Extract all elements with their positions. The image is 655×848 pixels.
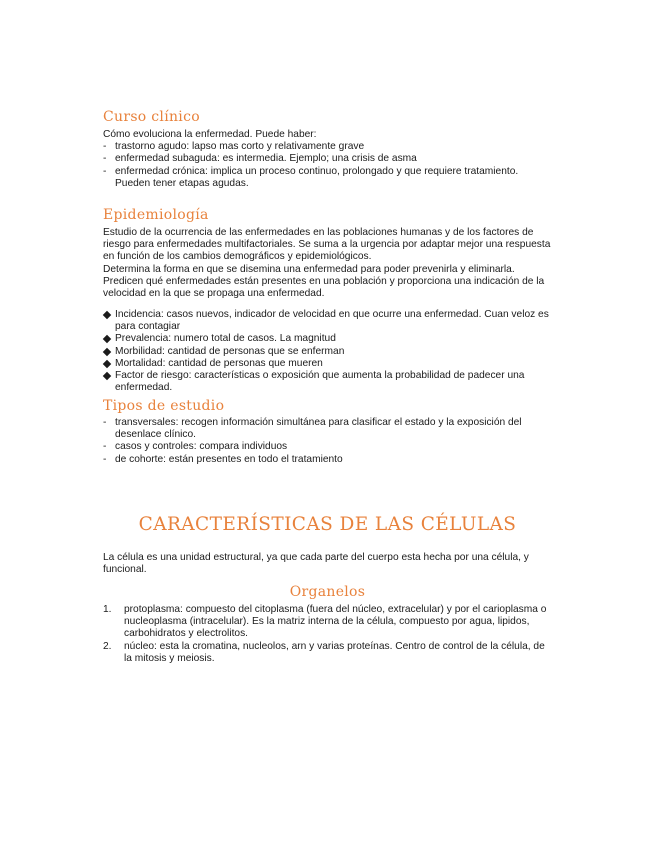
diamond-bullet-icon [103, 372, 111, 380]
list-item [103, 333, 555, 345]
list-item-text: Prevalencia: numero total de casos. La magnitud [115, 333, 336, 345]
list-item [103, 309, 555, 333]
section-heading-curso-clinico: Curso clínico [103, 109, 200, 125]
list-item-text: Mortalidad: cantidad de personas que mueren [115, 357, 323, 369]
epidemiologia-paragraph: Predicen qué enfermedades están presentes en una población y proporciona una indicación de la velocidad en la que se propaga una enfermedad. [103, 275, 545, 300]
page-heading-caracteristicas: CARACTERÍSTICAS DE LAS CÉLULAS [138, 514, 517, 535]
curso-list [103, 141, 555, 190]
section-celulas [103, 552, 555, 576]
diamond-bullet-icon [103, 311, 111, 319]
list-item-text: protoplasma: compuesto del citoplasma (fuera del núcleo, extracelular) y por el carioplasma o nucleoplasma (intracelular). Es la matriz interna de la célula, compuesto por agua, lipidos, carbohidratos y electrolitos. [124, 604, 547, 640]
number-marker: 2. [103, 640, 112, 652]
list-item-text: núcleo: esta la cromatina, nucleolos, arn y varias proteínas. Centro de control de la célula, de la mitosis y meiosis. [124, 640, 545, 664]
diamond-bullet-icon [103, 347, 111, 355]
section-heading-epidemiologia: Epidemiología [103, 207, 209, 223]
tipos-list [103, 417, 555, 466]
section-epidemiologia [103, 227, 555, 300]
list-item [103, 166, 555, 190]
number-marker: 1. [103, 604, 112, 615]
list-item [103, 153, 555, 165]
list-item [103, 641, 555, 665]
list-item-text: enfermedad subaguda: es intermedia. Ejemplo; una crisis de asma [115, 153, 417, 165]
section-heading-tipos-de-estudio: Tipos de estudio [103, 398, 225, 414]
section-heading-organelos: Organelos [289, 584, 366, 600]
list-item [103, 141, 555, 153]
dash-marker: - [103, 417, 107, 428]
diamond-bullet-icon [103, 360, 111, 368]
epidemiologia-paragraph: Determina la forma en que se disemina una enfermedad para poder prevenirla y eliminarla. [103, 263, 515, 275]
list-item [103, 370, 555, 394]
list-item [103, 441, 555, 453]
dash-marker: - [103, 441, 107, 453]
list-item [103, 604, 555, 641]
list-item [103, 417, 555, 441]
dash-marker: - [103, 153, 107, 165]
list-item-text: Factor de riesgo: características o exposición que aumenta la probabilidad de padecer una enfermedad. [115, 370, 525, 394]
list-item-text: enfermedad crónica: implica un proceso continuo, prolongado y que requiere tratamiento. Pueden tener etapas agudas. [115, 165, 519, 189]
epidemiologia-paragraph: Estudio de la ocurrencia de las enfermedades en las poblaciones humanas y de los factores de riesgo para enfermedades multifactoriales. Se suma a la urgencia por adaptar mejor una respuesta en función de los cambios demográficos y epidemiológicos. [103, 227, 551, 263]
celulas-paragraph: La célula es una unidad estructural, ya que cada parte del cuerpo esta hecha por una célula, y funcional. [103, 552, 529, 576]
dash-marker: - [103, 141, 107, 153]
list-item-text: Incidencia: casos nuevos, indicador de velocidad en que ocurre una enfermedad. Cuan veloz es para contagiar [115, 309, 549, 333]
section-curso-clinico [103, 129, 555, 190]
list-item-text: casos y controles: compara individuos [115, 441, 288, 453]
diamond-bullet-icon [103, 335, 111, 343]
section-tipos-de-estudio [103, 417, 555, 466]
dash-marker: - [103, 165, 107, 177]
list-item-text: Morbilidad: cantidad de personas que se enferman [115, 345, 345, 357]
list-item [103, 358, 555, 370]
list-item [103, 454, 555, 466]
list-item [103, 346, 555, 358]
list-item-text: trastorno agudo: lapso mas corto y relativamente grave [115, 141, 365, 153]
dash-marker: - [103, 453, 107, 465]
curso-intro: Cómo evoluciona la enfermedad. Puede haber: [103, 129, 317, 140]
epidemiologia-bullets [103, 309, 555, 394]
list-item-text: de cohorte: están presentes en todo el tratamiento [115, 453, 343, 465]
section-organelos [103, 604, 555, 665]
organelos-list [103, 604, 555, 665]
epidemiologia-list [103, 309, 555, 394]
list-item-text: transversales: recogen información simultánea para clasificar el estado y la exposición del desenlace clínico. [115, 417, 522, 441]
